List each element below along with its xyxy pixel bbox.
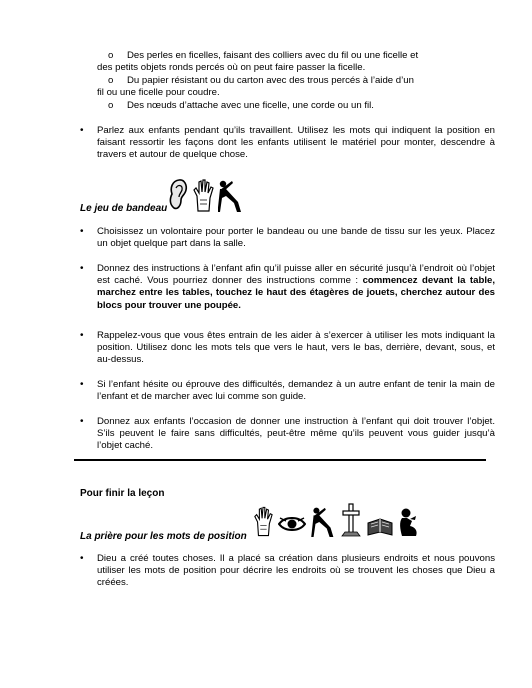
jeu-bullet-1: Choisissez un volontaire pour porter le bandeau ou une bande de tissu sur les yeux. Placez un objet quelque part dans la salle. — [97, 226, 495, 250]
sub-list-marker: o — [108, 50, 114, 61]
jeu-bullet-2-text: Donnez des instructions à l’enfant afin qu’il puisse aller en sécurité jusqu’à l’endroit où l’objet est caché. Vous pourriez donner des instructions comme : — [97, 263, 495, 287]
section-title-fin: Pour finir la leçon — [80, 488, 165, 499]
sub-list-marker: o — [108, 75, 114, 86]
jeu-bullet-3: Rappelez-vous que vous êtes entrain de les aider à s’exercer à utiliser les mots indiquant la position. Utilisez donc les mots tels que vers le haut, vers le bas, derrière, devant, sous, et au-dessus. — [97, 330, 495, 366]
bullet-marker: • — [80, 263, 84, 274]
eye-icon — [278, 515, 306, 533]
fin-bullet-1: Dieu a créé toutes choses. Il a placé sa création dans plusieurs endroits et nous pouvons utiliser les mots de position pour décrire les endroits où se trouvent les choses que Dieu a créées. — [97, 553, 495, 589]
bullet-marker: • — [80, 226, 84, 237]
section-title-jeu: Le jeu de bandeau — [80, 203, 168, 214]
cross-icon — [340, 503, 362, 537]
bullet-text: Parlez aux enfants pendant qu’ils travaillent. Utilisez les mots qui indiquent la position en faisant ressortir les façons dont les enfants utilisent le matériel pour monter, descendre à travers et autour de quelque chose. — [97, 125, 495, 161]
sub-item-1-line-1: Des perles en ficelles, faisant des colliers avec du fil ou une ficelle et — [127, 50, 419, 61]
sub-item-2-line-1: Du papier résistant ou du carton avec des trous percés à l’aide d’un — [127, 75, 414, 86]
sub-item-3: Des nœuds d’attache avec une ficelle, une corde ou un fil. — [127, 100, 374, 111]
hand-icon — [253, 505, 273, 537]
hand-icon — [192, 178, 214, 212]
sub-item-2-line-2: fil ou une ficelle pour coudre. — [97, 87, 220, 98]
praying-child-icon — [398, 507, 420, 537]
jeu-bullet-2-instructions: commencez devant la table, marchez entre les tables, touchez le haut des étagères de jouets, cherchez autour des blocs pour trouver une poupée. — [97, 275, 495, 311]
sub-item-1-line-2: des petits objets ronds percés où on peut faire passer la ficelle. — [97, 62, 366, 73]
jeu-bullet-5: Donnez aux enfants l’occasion de donner une instruction à l’enfant qui doit trouver l’objet. S’ils peuvent le faire sans difficultés, peut-être même qu’ils peuvent vous guider jusqu’à l’objet caché. — [97, 416, 495, 452]
bullet-marker: • — [80, 330, 84, 341]
bullet-marker: • — [80, 379, 84, 390]
stretching-person-icon — [218, 178, 242, 212]
ear-icon — [168, 178, 188, 212]
sub-list-marker: o — [108, 100, 114, 111]
section-divider — [74, 459, 486, 461]
stretching-person-icon — [311, 505, 335, 537]
jeu-bullet-2 — [97, 263, 495, 312]
jeu-bullet-4: Si l’enfant hésite ou éprouve des difficultés, demandez à un autre enfant de tenir la main de l’enfant et de marcher avec lui comme son guide. — [97, 379, 495, 403]
section-subtitle-priere: La prière pour les mots de position — [80, 531, 247, 542]
priere-icons — [253, 503, 420, 537]
bullet-marker: • — [80, 553, 84, 564]
bible-icon — [367, 515, 393, 537]
jeu-icons — [168, 178, 242, 212]
bullet-marker: • — [80, 125, 84, 136]
bullet-marker: • — [80, 416, 84, 427]
